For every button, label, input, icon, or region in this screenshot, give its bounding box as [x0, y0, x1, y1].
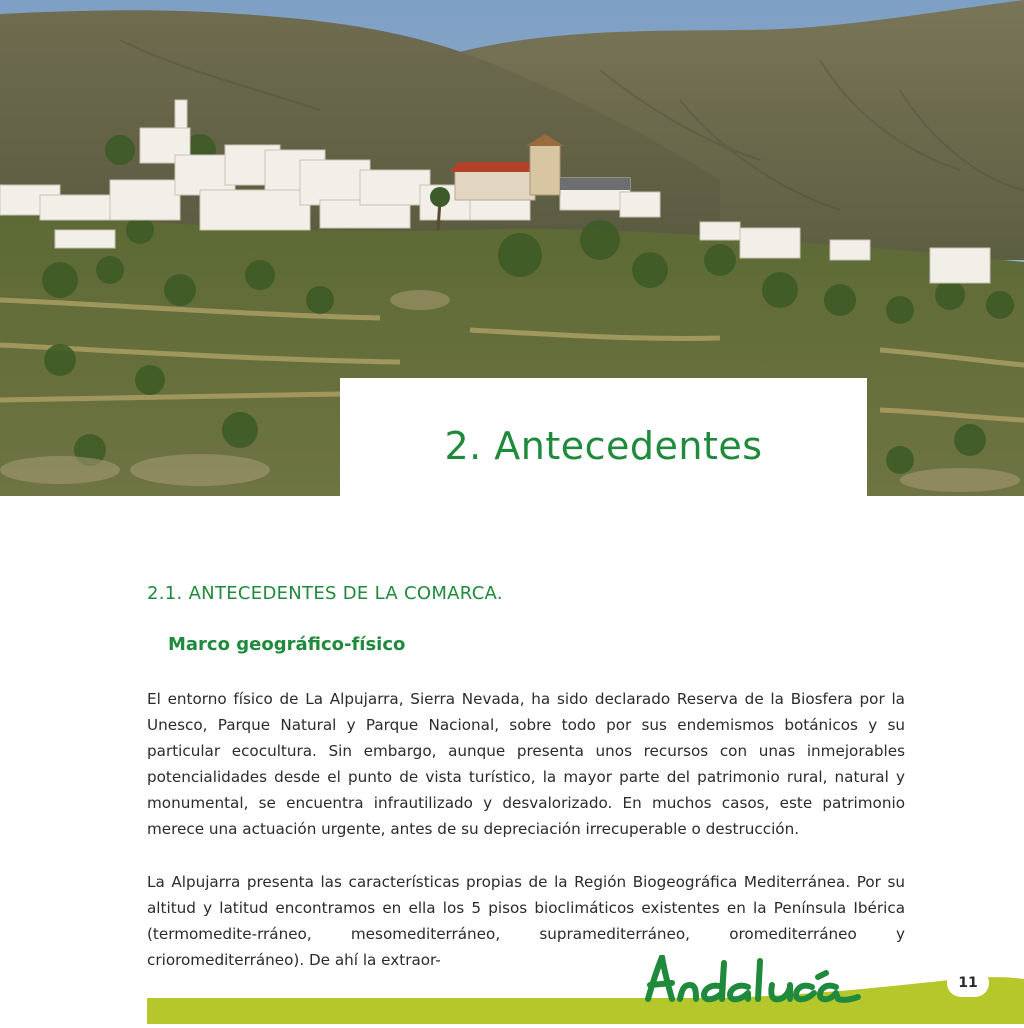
footer-band — [0, 955, 1024, 1024]
section-heading: 2.1. ANTECEDENTES DE LA COMARCA. — [147, 583, 503, 604]
chapter-title: 2. Antecedentes — [444, 424, 763, 468]
page-number: 11 — [947, 969, 989, 997]
lime-band — [147, 977, 1024, 1024]
body-paragraph-2: La Alpujarra presenta las características propias de la Región Biogeográfica Mediterránea. Por su altitud y latitud encontramos en ella los 5 pisos bioclimáticos existentes en la Península Ibérica (termomedite-rráneo, mesomediterráneo, supramediterráneo, oromediterráneo y crioromediterráneo). De ahí la extraor- — [147, 873, 905, 969]
sub-heading: Marco geográfico-físico — [168, 634, 406, 655]
body-paragraph-1: El entorno físico de La Alpujarra, Sierra Nevada, ha sido declarado Reserva de la Biosfera por la Unesco, Parque Natural y Parque Nacional, sobre todo por sus endemismos botánicos y su particular ecocultura. Sin embargo, aunque presenta unos recursos con unas inmejorables potencialidades desde el punto de vista turístico, la mayor parte del patrimonio rural, natural y monumental, se encuentra infrautilizado y desvalorizado. En muchos casos, este patrimonio merece una actuación urgente, antes de su depreciación irrecuperable o destrucción. — [147, 690, 905, 838]
footer-graphic — [0, 955, 1024, 1024]
chapter-title-box — [340, 378, 867, 496]
